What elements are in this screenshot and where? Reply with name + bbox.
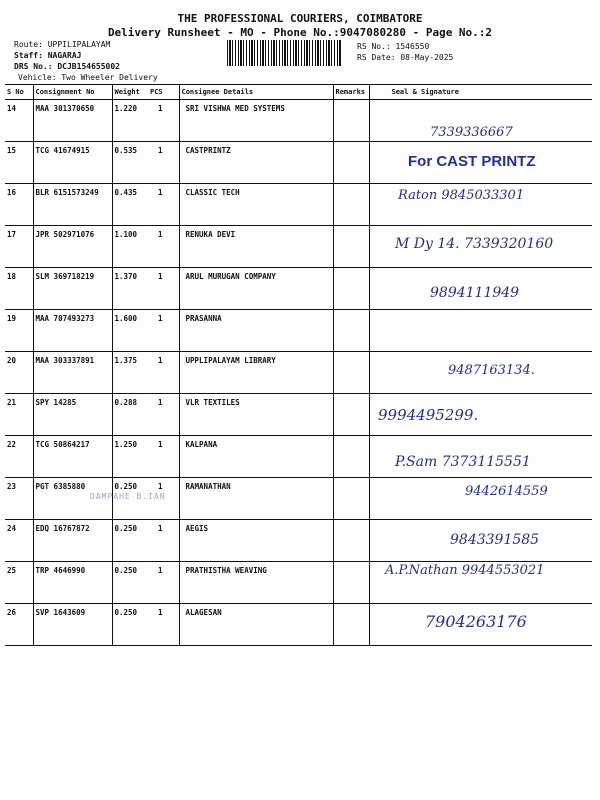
consignee-name: VLR TEXTILES (179, 394, 333, 436)
consignment-no: PGT 6385880 (33, 478, 112, 520)
weight: 0.535 (112, 142, 148, 184)
weight: 0.288 (112, 394, 148, 436)
vehicle-line: Vehicle: Two Wheeler Delivery (18, 73, 158, 82)
weight: 1.370 (112, 268, 148, 310)
staff-line: Staff: NAGARAJ (14, 51, 82, 60)
pcs: 1 (148, 478, 179, 520)
row-sno: 23 (5, 478, 33, 520)
consignment-no: MAA 707493273 (33, 310, 112, 352)
pcs: 1 (148, 520, 179, 562)
remarks-cell (333, 436, 369, 478)
signature-14: 7339336667 (430, 125, 513, 140)
weight: 0.250 (112, 562, 148, 604)
consignment-no: SVP 1643609 (33, 604, 112, 646)
remarks-cell (333, 268, 369, 310)
remarks-cell (333, 562, 369, 604)
pcs: 1 (148, 184, 179, 226)
consignee-name: RAMANATHAN (179, 478, 333, 520)
col-pcs: PCS (148, 85, 179, 100)
barcode-image (227, 40, 342, 66)
remarks-cell (333, 604, 369, 646)
table-row (5, 310, 592, 352)
vehicle-value: Two Wheeler Delivery (61, 73, 158, 82)
row-sno: 26 (5, 604, 33, 646)
signature-21: 9994495299. (378, 406, 479, 424)
castprintz-stamp: For CAST PRINTZ (408, 153, 536, 170)
consignee-name: PRATHISTHA WEAVING (179, 562, 333, 604)
table-row (5, 604, 592, 646)
consignee-name: AEGIS (179, 520, 333, 562)
signature-cell (369, 142, 592, 184)
signature-cell (369, 226, 592, 268)
consignment-no: BLR 6151573249 (33, 184, 112, 226)
remarks-cell (333, 478, 369, 520)
col-consignee: Consignee Details (179, 85, 333, 100)
consignment-no: EDQ 16767872 (33, 520, 112, 562)
consignee-name: SRI VISHWA MED SYSTEMS (179, 100, 333, 142)
signature-cell (369, 310, 592, 352)
staff-value: NAGARAJ (47, 51, 82, 60)
weight: 1.600 (112, 310, 148, 352)
table-row (5, 478, 592, 520)
signature-19: 9894111949 (430, 285, 520, 301)
runsheet-title: Delivery Runsheet - MO - Phone No.:9047080280 - Page No.:2 (107, 26, 493, 39)
row-sno: 14 (5, 100, 33, 142)
rs-no-line: RS No.: 1546550 (357, 42, 430, 51)
signature-cell (369, 478, 592, 520)
table-row (5, 436, 592, 478)
row-sno: 15 (5, 142, 33, 184)
signature-20: 9487163134. (448, 363, 535, 378)
row-sno: 25 (5, 562, 33, 604)
pcs: 1 (148, 310, 179, 352)
delivery-table (5, 84, 592, 646)
col-sno: S No (5, 85, 33, 100)
remarks-cell (333, 184, 369, 226)
rs-no-value: 1546550 (395, 42, 430, 51)
consignee-name: ARUL MURUGAN COMPANY (179, 268, 333, 310)
signature-26: 7904263176 (425, 612, 527, 631)
table-header-row (5, 85, 592, 100)
signature-17: M Dy 14. 7339320160 (395, 236, 554, 252)
table-row (5, 562, 592, 604)
consignment-no: SPY 14285 (33, 394, 112, 436)
remarks-cell (333, 310, 369, 352)
rs-date-value: 08-May-2025 (400, 53, 454, 62)
table-row (5, 352, 592, 394)
signature-cell (369, 268, 592, 310)
signature-23b: 9442614559 (465, 484, 548, 499)
row-sno: 18 (5, 268, 33, 310)
consignment-no: SLM 369718219 (33, 268, 112, 310)
signature-cell (369, 394, 592, 436)
row-sno: 24 (5, 520, 33, 562)
weight: 0.250 (112, 478, 148, 520)
consignee-name: KALPANA (179, 436, 333, 478)
route-line: Route: UPPILIPALAYAM (14, 40, 111, 49)
weight: 1.100 (112, 226, 148, 268)
pcs: 1 (148, 100, 179, 142)
row-sno: 19 (5, 310, 33, 352)
signature-25: A.P.Nathan 9944553021 (385, 563, 545, 578)
pcs: 1 (148, 436, 179, 478)
row-sno: 20 (5, 352, 33, 394)
row-sno: 22 (5, 436, 33, 478)
pcs: 1 (148, 226, 179, 268)
company-title: THE PROFESSIONAL COURIERS, COIMBATORE (177, 12, 423, 25)
table-row (5, 268, 592, 310)
consignee-name: RENUKA DEVI (179, 226, 333, 268)
weight: 1.250 (112, 436, 148, 478)
table-row (5, 394, 592, 436)
signature-cell (369, 100, 592, 142)
col-consignment: Consignment No (33, 85, 112, 100)
remarks-cell (333, 226, 369, 268)
table-row (5, 184, 592, 226)
signature-cell (369, 436, 592, 478)
remarks-cell (333, 352, 369, 394)
pcs: 1 (148, 562, 179, 604)
weight: 1.375 (112, 352, 148, 394)
col-signature: Seal & Signature (369, 85, 592, 100)
weight: 0.250 (112, 520, 148, 562)
weight: 1.220 (112, 100, 148, 142)
consignee-name: CLASSIC TECH (179, 184, 333, 226)
row-sno: 17 (5, 226, 33, 268)
remarks-cell (333, 394, 369, 436)
drs-value: DCJB154655002 (57, 62, 120, 71)
table-row (5, 226, 592, 268)
pcs: 1 (148, 352, 179, 394)
consignment-no: MAA 303337891 (33, 352, 112, 394)
row-sno: 21 (5, 394, 33, 436)
consignee-name: CASTPRINTZ (179, 142, 333, 184)
signature-cell (369, 184, 592, 226)
weight: 0.250 (112, 604, 148, 646)
pcs: 1 (148, 142, 179, 184)
drs-line: DRS No.: DCJB154655002 (14, 62, 120, 71)
remarks-cell (333, 142, 369, 184)
table-row (5, 100, 592, 142)
pcs: 1 (148, 604, 179, 646)
consignee-name: ALAGESAN (179, 604, 333, 646)
faint-stamp: DAMPAHE B.IAN (90, 492, 166, 501)
remarks-cell (333, 100, 369, 142)
signature-16: Raton 9845033301 (398, 188, 525, 203)
consignment-no: TCG 41674915 (33, 142, 112, 184)
consignment-no: TRP 4646990 (33, 562, 112, 604)
pcs: 1 (148, 268, 179, 310)
consignment-no: TCG 50864217 (33, 436, 112, 478)
pcs: 1 (148, 394, 179, 436)
consignment-no: JPR 502971076 (33, 226, 112, 268)
col-weight: Weight (112, 85, 148, 100)
signature-23a: P.Sam 7373115551 (395, 454, 531, 470)
signature-cell (369, 562, 592, 604)
weight: 0.435 (112, 184, 148, 226)
signature-24: 9843391585 (450, 532, 540, 548)
consignee-name: PRASANNA (179, 310, 333, 352)
table-row (5, 520, 592, 562)
consignee-name: UPPLIPALAYAM LIBRARY (179, 352, 333, 394)
signature-cell (369, 604, 592, 646)
consignment-no: MAA 301370650 (33, 100, 112, 142)
row-sno: 16 (5, 184, 33, 226)
route-value: UPPILIPALAYAM (47, 40, 111, 49)
col-remarks: Remarks (333, 85, 369, 100)
remarks-cell (333, 520, 369, 562)
signature-cell (369, 352, 592, 394)
rs-date-line: RS Date: 08-May-2025 (357, 53, 454, 62)
signature-cell (369, 520, 592, 562)
table-row (5, 142, 592, 184)
